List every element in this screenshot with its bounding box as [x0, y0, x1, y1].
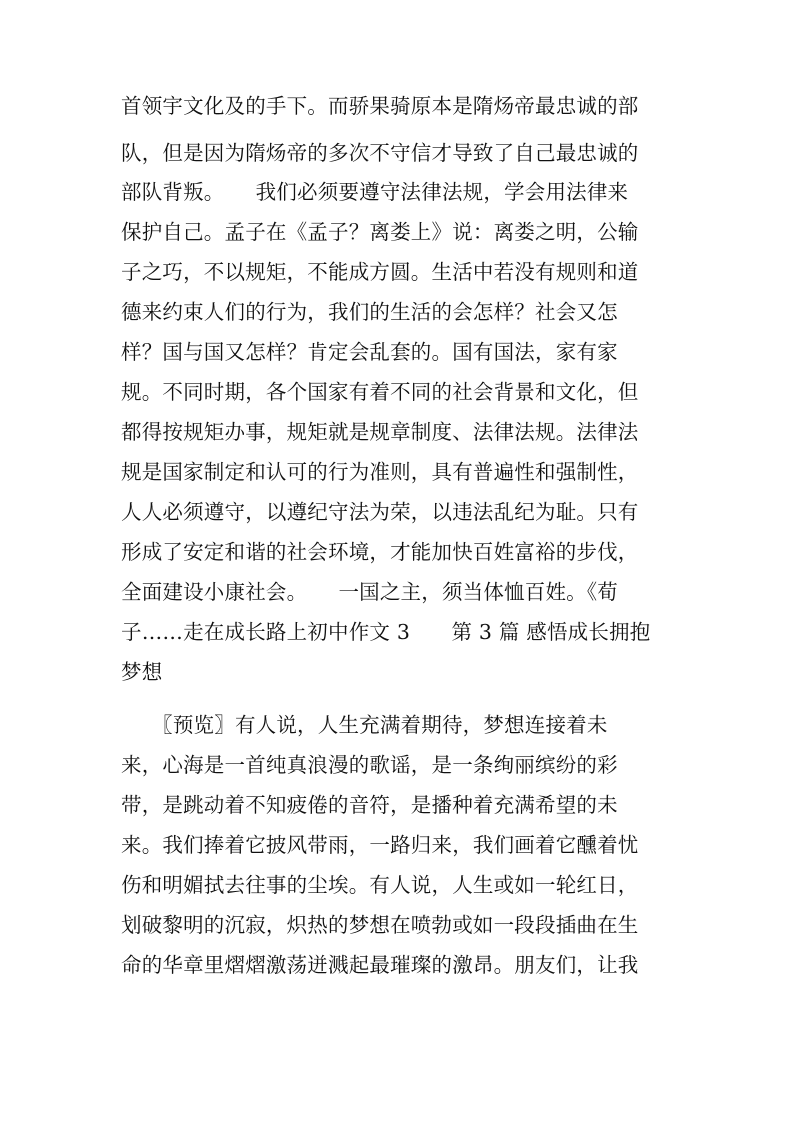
text-line: 保护自己。孟子在《孟子？离娄上》说：离娄之明，公输 — [121, 220, 639, 244]
text-line: 来，心海是一首纯真浪漫的歌谣，是一条绚丽缤纷的彩 — [121, 753, 618, 777]
text-line: 全面建设小康社会。 一国之主，须当体恤百姓。《荀 — [121, 580, 618, 604]
text-line: 〖预览〗有人说，人生充满着期待，梦想连接着未 — [121, 713, 608, 737]
text-line: 子之巧，不以规矩，不能成方圆。生活中若没有规则和道 — [121, 260, 639, 284]
text-line: 规。不同时期，各个国家有着不同的社会背景和文化，但 — [121, 380, 639, 404]
text-line: 划破黎明的沉寂，炽热的梦想在喷勃或如一段段插曲在生 — [121, 913, 639, 937]
text-line: 命的华章里熠熠激荡迸溅起最璀璨的激昂。朋友们，让我 — [121, 953, 639, 977]
text-line: 人人必须遵守，以遵纪守法为荣，以违法乱纪为耻。只有 — [121, 500, 639, 524]
text-line: 规是国家制定和认可的行为准则，具有普遍性和强制性， — [121, 460, 639, 484]
text-line: 队，但是因为隋炀帝的多次不守信才导致了自己最忠诚的 — [121, 141, 639, 165]
text-line: 部队背叛。 我们必须要遵守法律法规，学会用法律来 — [121, 180, 629, 204]
text-line: 首领宇文化及的手下。而骄果骑原本是隋炀帝最忠诚的部 — [121, 94, 639, 118]
text-line: 伤和明媚拭去往事的尘埃。有人说，人生或如一轮红日， — [121, 873, 639, 897]
text-line: 德来约束人们的行为，我们的生活的会怎样？社会又怎 — [121, 300, 618, 324]
text-line: 样？国与国又怎样？肯定会乱套的。国有国法，家有家 — [121, 340, 618, 364]
text-line: 子……走在成长路上初中作文 3 第 3 篇 感悟成长拥抱 — [121, 620, 651, 644]
text-line: 带，是跳动着不知疲倦的音符，是播种着充满希望的未 — [121, 793, 618, 817]
text-line: 都得按规矩办事，规矩就是规章制度、法律法规。法律法 — [121, 420, 639, 444]
text-line: 梦想 — [121, 660, 163, 684]
text-line: 来。我们捧着它披风带雨，一路归来，我们画着它醺着忧 — [121, 833, 639, 857]
text-line: 形成了安定和谐的社会环境，才能加快百姓富裕的步伐， — [121, 540, 639, 564]
